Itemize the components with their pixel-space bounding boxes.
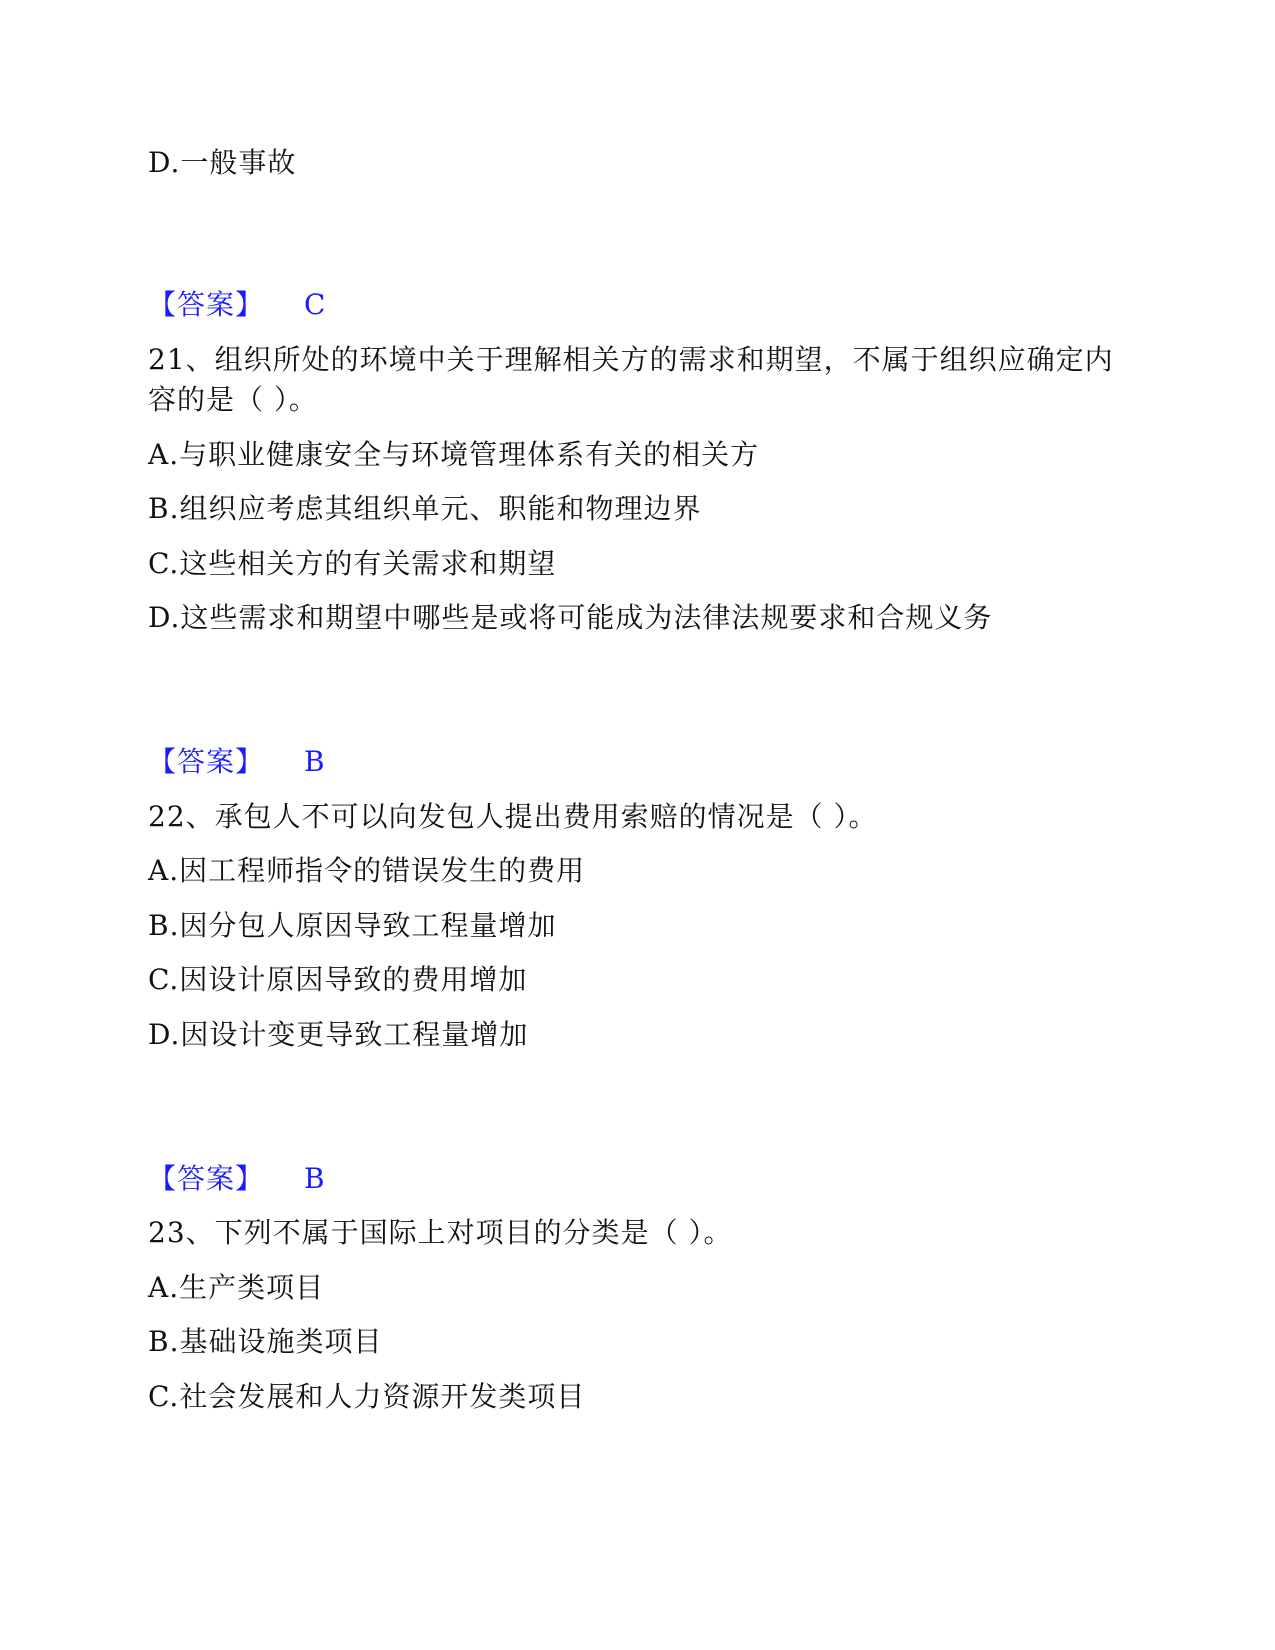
answer-label: 【答案】 xyxy=(148,288,265,321)
answer-value: C xyxy=(304,288,326,321)
q22-stem: 22、承包人不可以向发包人提出费用索赔的情况是（ ）。 xyxy=(148,800,878,833)
q22-option-a: A.因工程师指令的错误发生的费用 xyxy=(148,854,586,887)
answer-value: B xyxy=(304,745,325,778)
answer-label: 【答案】 xyxy=(148,1162,265,1195)
q22-option-d: D.因设计变更导致工程量增加 xyxy=(148,1018,529,1051)
prev-answer xyxy=(148,284,325,326)
q21-option-a: A.与职业健康安全与环境管理体系有关的相关方 xyxy=(148,438,760,471)
q21-option-c: C.这些相关方的有关需求和期望 xyxy=(148,547,557,580)
answer-label: 【答案】 xyxy=(148,745,265,778)
q21-stem-line2: 容的是（ ）。 xyxy=(148,383,318,416)
q23-option-c: C.社会发展和人力资源开发类项目 xyxy=(148,1380,586,1413)
q21-option-b: B.组织应考虑其组织单元、职能和物理边界 xyxy=(148,492,702,525)
q22-option-b: B.因分包人原因导致工程量增加 xyxy=(148,909,557,942)
q21-stem-line1: 21、组织所处的环境中关于理解相关方的需求和期望，不属于组织应确定内 xyxy=(148,343,1114,376)
q23-option-b: B.基础设施类项目 xyxy=(148,1325,383,1358)
q21-option-d: D.这些需求和期望中哪些是或将可能成为法律法规要求和合规义务 xyxy=(148,601,993,634)
q21-answer xyxy=(148,741,325,783)
answer-value: B xyxy=(304,1162,325,1195)
q23-option-a: A.生产类项目 xyxy=(148,1271,325,1304)
prev-option-d: D.一般事故 xyxy=(148,146,297,179)
q22-answer xyxy=(148,1158,325,1200)
q22-option-c: C.因设计原因导致的费用增加 xyxy=(148,963,528,996)
q23-stem: 23、下列不属于国际上对项目的分类是（ ）。 xyxy=(148,1216,733,1249)
